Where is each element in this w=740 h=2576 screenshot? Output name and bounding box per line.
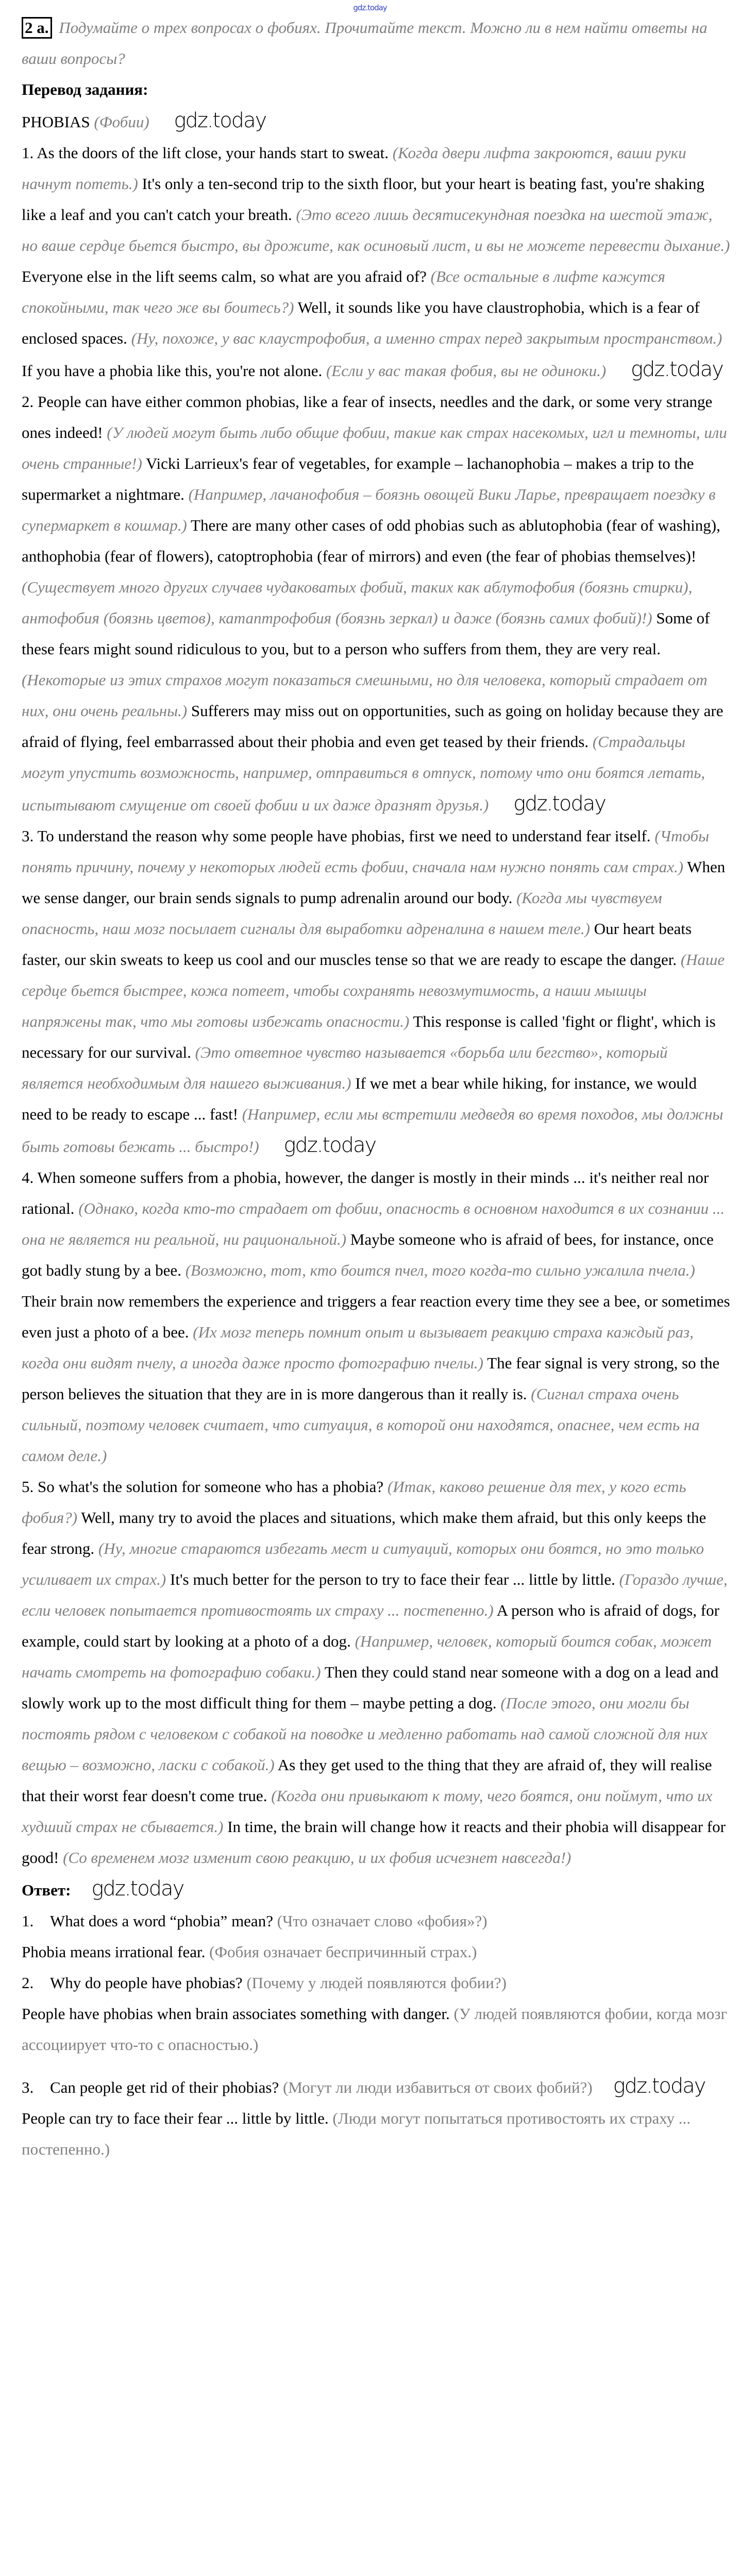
- text-paragraph: [22, 1162, 730, 1471]
- site-watermark-header: gdz.today: [353, 3, 387, 12]
- answer-item: [22, 1998, 730, 2060]
- task-header: [22, 12, 730, 74]
- english-sentence: Well, it sounds like you have claustrophobia, which is a fear of enclosed spaces.: [22, 298, 700, 347]
- russian-translation: (После этого, они могли бы постоять рядом с человеком с собакой на поводке и медленно работать над самой сложной для них вещью – возможно, ласки с собакой.): [22, 1694, 708, 1774]
- text-paragraph: [22, 138, 730, 386]
- answer-text: Phobia means irrational fear.: [22, 1943, 206, 1961]
- question-text: Can people get rid of their phobias?: [50, 2078, 279, 2096]
- english-sentence: Well, many try to avoid the places and situations, which make them afraid, but this only keeps the fear strong.: [22, 1509, 707, 1557]
- text-paragraph: [22, 821, 730, 1162]
- english-sentence: There are many other cases of odd phobias such as ablutophobia (fear of washing), anthophobia (fear of flowers), catoptrophobia (fear of mirrors) and even (the fear of phobias themselves)!: [22, 516, 720, 565]
- answers-list: [22, 1906, 730, 2165]
- russian-translation: (Например, лачанофобия – боязнь овощей Вики Ларье, превращает поездку в супермаркет в кошмар.): [22, 485, 716, 534]
- question-translation: (Почему у людей появляются фобии?): [246, 1974, 507, 1992]
- russian-translation: (Некоторые из этих страхов могут показаться смешными, но для человека, который страдает от них, они очень реальны.): [22, 671, 708, 720]
- answer-translation: (Фобия означает беспричинный страх.): [209, 1943, 477, 1961]
- answer-heading-text: Ответ:: [22, 1881, 71, 1899]
- answer-translation: (Люди могут попытаться противостоять их страху ... постепенно.): [22, 2109, 691, 2158]
- question-text: Why do people have phobias?: [50, 1974, 243, 1992]
- russian-translation: (Сигнал страха очень сильный, поэтому человек считает, что ситуация, в которой они находятся, опаснее, чем есть на самом деле.): [22, 1385, 700, 1465]
- english-sentence: Maybe someone who is afraid of bees, for instance, once got badly stung by a bee.: [22, 1230, 714, 1279]
- english-sentence: 5. So what's the solution for someone who has a phobia?: [22, 1478, 384, 1496]
- answer-text: People can try to face their fear ... little by little.: [22, 2109, 329, 2127]
- russian-translation: (Ну, многие стараются избегать мест и ситуаций, которых они боятся, но это только усиливает их страх.): [22, 1539, 704, 1588]
- watermark: gdz.today: [613, 2074, 705, 2098]
- answer-item: [22, 1937, 730, 1968]
- question-item: [22, 1906, 730, 1937]
- english-sentence: If you have a phobia like this, you're not alone.: [22, 362, 323, 380]
- english-sentence: 1. As the doors of the lift close, your hands start to sweat.: [22, 144, 389, 162]
- english-sentence: When we sense danger, our brain sends signals to pump adrenalin around our body.: [22, 858, 726, 907]
- english-sentence: A person who is afraid of dogs, for example, could start by looking at a photo of a dog.: [22, 1601, 719, 1650]
- english-sentence: 2. People can have either common phobias, like a fear of insects, needles and the dark, or some very strange ones indeed!: [22, 393, 713, 442]
- russian-translation: (Ну, похоже, у вас клаустрофобия, а именно страх перед закрытым пространством.): [131, 329, 722, 347]
- question-translation: (Что означает слово «фобия»?): [277, 1912, 487, 1930]
- english-sentence: 3. To understand the reason why some people have phobias, first we need to understand fear itself.: [22, 827, 651, 845]
- russian-translation: (Когда двери лифта закроются, ваши руки начнут потеть.): [22, 144, 686, 193]
- english-sentence: Some of these fears might sound ridiculous to you, but to a person who suffers from them, they are very real.: [22, 609, 710, 658]
- russian-translation: (Итак, каково решение для тех, у кого есть фобия?): [22, 1478, 686, 1527]
- russian-translation: (Гораздо лучше, если человек попытается противостоять их страху ... постепенно.): [22, 1570, 728, 1619]
- answer-heading: [22, 1873, 730, 1906]
- question-item: [22, 2071, 730, 2103]
- english-sentence: This response is called 'fight or flight', which is necessary for our survival.: [22, 1012, 716, 1061]
- english-sentence: Everyone else in the lift seems calm, so what are you afraid of?: [22, 267, 427, 285]
- english-sentence: The fear signal is very strong, so the person believes the situation that they are in is more dangerous than it really is.: [22, 1354, 720, 1403]
- answer-translation: (У людей появляются фобии, когда мозг ассоциирует что-то с опасностью.): [22, 2005, 728, 2054]
- russian-translation: (Чтобы понять причину, почему у некоторых людей есть фобии, сначала нам нужно понять сам страх.): [22, 827, 710, 876]
- watermark: gdz.today: [283, 1133, 376, 1157]
- text-paragraph: [22, 386, 730, 821]
- question-text: What does a word “phobia” mean?: [50, 1912, 273, 1930]
- answer-text: People have phobias when brain associates something with danger.: [22, 2005, 450, 2023]
- text-title: [22, 105, 730, 138]
- question-number: 2.: [22, 1974, 34, 1992]
- english-sentence: It's much better for the person to try to face their fear ... little by little.: [170, 1570, 615, 1588]
- question-number: 1.: [22, 1912, 34, 1930]
- english-sentence: Vicki Larrieux's fear of vegetables, for example – lachanophobia – makes a trip to the supermarket a nightmare.: [22, 454, 694, 503]
- english-sentence: PHOBIAS: [22, 113, 90, 131]
- russian-translation: (Когда мы чувствуем опасность, наш мозг посылает сигналы для выработки адреналина в нашем теле.): [22, 889, 662, 938]
- english-sentence: It's only a ten-second trip to the sixth floor, but your heart is beating fast, you're shaking like a leaf and you can't catch your breath.: [22, 175, 704, 224]
- russian-translation: (Фобии): [94, 113, 149, 131]
- question-number: 3.: [22, 2078, 34, 2096]
- translation-heading: Перевод задания:: [22, 80, 148, 98]
- russian-translation: (У людей могут быть либо общие фобии, такие как страх насекомых, игл и темноты, или очень странные!): [22, 423, 727, 472]
- russian-translation: (Например, если мы встретили медведя во время походов, мы должны быть готовы бежать ... быстро!): [22, 1105, 724, 1156]
- russian-translation: (Например, человек, который боится собак, может начать смотреть на фотографию собаки.): [22, 1632, 712, 1681]
- watermark: gdz.today: [174, 109, 266, 132]
- russian-translation: (Существует много других случаев чудаковатых фобий, таких как аблутофобия (боязнь стирки), антофобия (боязнь цветов), катаптрофобия (боязнь зеркал) и даже (боязнь самих фобий)!): [22, 578, 693, 627]
- russian-translation: (Со временем мозг изменит свою реакцию, и их фобия исчезнет навсегда!): [63, 1849, 571, 1867]
- watermark: gdz.today: [513, 792, 606, 816]
- english-sentence: Sufferers may miss out on opportunities, such as going on holiday because they are afraid of flying, feel embarrassed about their phobia and even get teased by their friends.: [22, 702, 724, 751]
- russian-translation: (Это всего лишь десятисекундная поездка на шестой этаж, но ваше сердце бьется быстро, вы дрожите, как осиновый лист, и вы не можете перевести дыхание.): [22, 206, 730, 255]
- watermark: gdz.today: [91, 1877, 184, 1901]
- task-instruction: Подумайте о трех вопросах о фобиях. Прочитайте текст. Можно ли в нем найти ответы на ваши вопросы?: [22, 19, 708, 67]
- english-sentence: As they get used to the thing that they are afraid of, they will realise that their worst fear doesn't come true.: [22, 1756, 712, 1805]
- reading-text: [22, 105, 730, 1873]
- question-translation: (Могут ли люди избавиться от своих фобий?): [282, 2078, 593, 2096]
- question-item: [22, 1968, 730, 1998]
- russian-translation: (Страдальцы могут упустить возможность, например, отправиться в отпуск, потому что они боятся летать, испытывают смущение от своей фобии и их даже дразнят друзья.): [22, 733, 705, 814]
- russian-translation: (Все остальные в лифте кажутся спокойными, так чего же вы боитесь?): [22, 267, 665, 316]
- watermark: gdz.today: [630, 358, 723, 381]
- russian-translation: (Когда они привыкают к тому, чего боятся, они поймут, что их худший страх не сбывается.): [22, 1787, 713, 1836]
- english-sentence: If we met a bear while hiking, for instance, we would need to be ready to escape ... fast!: [22, 1074, 697, 1123]
- russian-translation: (Если у вас такая фобия, вы не одиноки.): [326, 362, 607, 380]
- document-body: [22, 12, 730, 2175]
- russian-translation: (Их мозг теперь помнит опыт и вызывает реакцию страха каждый раз, когда они видят пчелу, а иногда даже просто фотографию пчелы.): [22, 1323, 694, 1372]
- russian-translation: (Наше сердце бьется быстрее, кожа потеет, чтобы сохранять невозмутимость, а наши мышцы напряжены так, что мы готовы избежать опасности.): [22, 951, 725, 1030]
- english-sentence: Their brain now remembers the experience and triggers a fear reaction every time they see a bee, or sometimes even just a photo of a bee.: [22, 1292, 730, 1341]
- english-sentence: Then they could stand near someone with a dog on a lead and slowly work up to the most difficult thing for them – maybe petting a dog.: [22, 1663, 719, 1712]
- english-sentence: 4. When someone suffers from a phobia, however, the danger is mostly in their minds ... it's neither real nor rational.: [22, 1168, 709, 1217]
- russian-translation: (Возможно, тот, кто боится пчел, того когда-то сильно ужалила пчела.): [185, 1261, 695, 1279]
- task-number-badge: 2 а.: [22, 17, 52, 39]
- english-sentence: In time, the brain will change how it reacts and their phobia will disappear for good!: [22, 1818, 726, 1867]
- answer-item: [22, 2103, 730, 2165]
- text-paragraph: [22, 1471, 730, 1873]
- english-sentence: Our heart beats faster, our skin sweats to keep us cool and our muscles tense so that we are ready to escape the danger.: [22, 920, 692, 969]
- russian-translation: (Однако, когда кто-то страдает от фобии, опасность в основном находится в их сознании ... она не является ни реальной, ни рациональной.): [22, 1199, 725, 1248]
- russian-translation: (Это ответное чувство называется «борьба или бегство», который является необходимым для нашего выживания.): [22, 1043, 668, 1092]
